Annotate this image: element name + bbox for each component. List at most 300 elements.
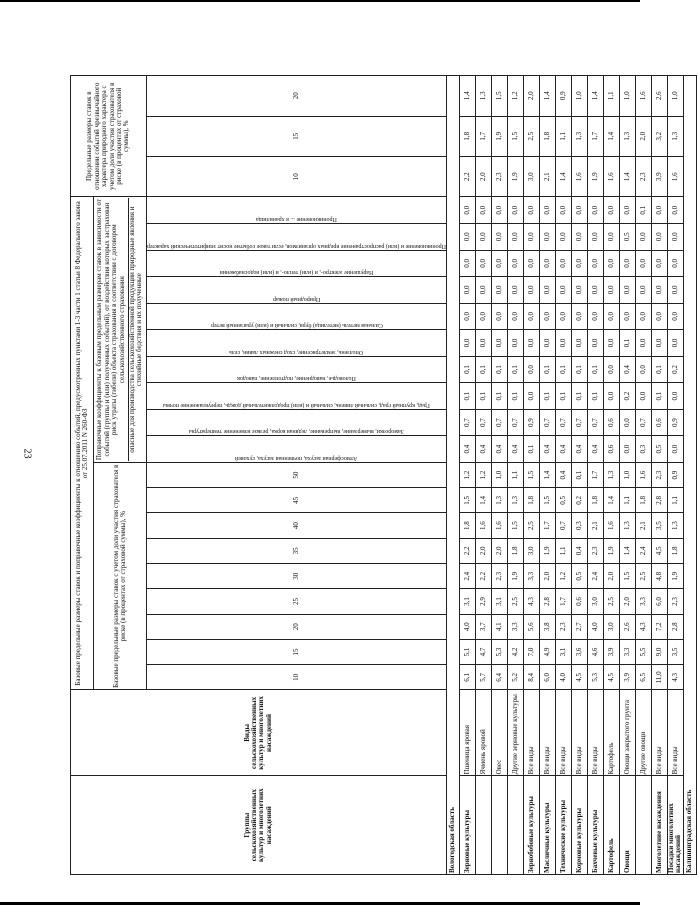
rate-cell: 1,4 <box>587 76 603 117</box>
table-row <box>459 76 475 875</box>
coef-cell: 0,0 <box>539 250 555 277</box>
base-rate-cell: 4,7 <box>475 639 491 664</box>
coef-cell: 0,0 <box>523 303 539 330</box>
coef-cell: 0,0 <box>539 330 555 357</box>
base-rate-cell: 2,0 <box>619 589 635 614</box>
coef-cell: 0,0 <box>667 303 683 330</box>
base-rate-cell: 1,5 <box>619 564 635 589</box>
base-rate-cell: 2,3 <box>587 538 603 563</box>
coef-cell: 0,4 <box>555 436 571 463</box>
header-coef-col-label: Нарушение электро-, и (или) тепло-, и (или) водоснабжения <box>219 269 374 276</box>
base-rate-cell: 7,2 <box>651 614 667 639</box>
group-cell: Овощи <box>619 776 635 875</box>
coef-cell: 0,0 <box>619 277 635 304</box>
coef-cell: 0,1 <box>539 356 555 383</box>
base-rate-cell: 3,5 <box>667 639 683 664</box>
coef-cell: 0,0 <box>491 250 507 277</box>
rate-cell: 1,6 <box>667 156 683 196</box>
table-row <box>507 76 523 875</box>
base-rate-cell: 1,8 <box>459 513 475 538</box>
coef-cell: 0,7 <box>635 409 651 436</box>
base-rate-cell: 4,0 <box>587 614 603 639</box>
header-coef-sub: опасные для производства сельскохозяйственной продукции природные явления и стихийные бедствия и их полученные <box>128 198 144 461</box>
group-cell: Картофель <box>603 776 619 875</box>
base-rate-cell: 3,6 <box>571 639 587 664</box>
base-rate-cell: 3,7 <box>475 614 491 639</box>
base-rate-cell: 11,0 <box>651 665 667 690</box>
base-rate-cell: 2,2 <box>459 538 475 563</box>
coef-cell: 0,0 <box>587 303 603 330</box>
coef-cell: 0,0 <box>459 303 475 330</box>
rate-cell: 2,0 <box>523 76 539 117</box>
coef-cell: 0,0 <box>475 277 491 304</box>
base-rate-cell: 2,6 <box>619 614 635 639</box>
coef-cell: 0,1 <box>491 383 507 410</box>
coef-cell: 0,1 <box>571 356 587 383</box>
coef-cell: 0,0 <box>523 224 539 251</box>
coef-cell: 0,1 <box>491 356 507 383</box>
coef-cell: 0,0 <box>555 330 571 357</box>
coef-cell: 0,4 <box>587 436 603 463</box>
header-base-col-6: 40 <box>147 513 447 538</box>
coef-cell: 0,0 <box>507 303 523 330</box>
base-rate-cell: 1,1 <box>667 488 683 513</box>
coef-cell: 0,0 <box>619 250 635 277</box>
rates-table <box>70 75 697 875</box>
header-group: Группы сельскохозяйственных культур и многолетних насаждений <box>71 776 447 875</box>
rate-cell: 1,9 <box>587 156 603 196</box>
coef-cell: 0,0 <box>587 197 603 224</box>
base-rate-cell: 1,3 <box>507 488 523 513</box>
table-row <box>587 76 603 875</box>
coef-cell: 0,1 <box>571 383 587 410</box>
header-coef-col-0 <box>147 436 447 463</box>
table-row <box>555 76 571 875</box>
coef-cell: 0,0 <box>539 197 555 224</box>
base-rate-cell: 1,6 <box>635 462 651 487</box>
base-rate-cell: 1,5 <box>523 462 539 487</box>
header-coef-col-7 <box>147 250 447 277</box>
base-rate-cell: 1,6 <box>491 513 507 538</box>
rate-cell: 1,3 <box>571 116 587 156</box>
table-row <box>539 76 555 875</box>
coef-cell: 0,0 <box>635 224 651 251</box>
header-base-col-4: 30 <box>147 564 447 589</box>
header-base-col-1: 15 <box>147 639 447 664</box>
base-rate-cell: 5,2 <box>507 665 523 690</box>
base-rate-cell: 2,8 <box>651 488 667 513</box>
base-rate-cell: 2,0 <box>539 564 555 589</box>
coef-cell: 0,1 <box>523 436 539 463</box>
base-rate-cell: 1,5 <box>539 488 555 513</box>
header-coef-text: Поправочные коэффициенты к базовым предельным размерам ставок в зависимости от событий (группы и (или) полученных событий), от воздействия которых застрахован риск утраты (гибели) объекта страхования в соответствии с договором сельскохозяйственного страхования <box>95 199 126 461</box>
base-rate-cell: 6,5 <box>635 665 651 690</box>
coef-cell: 0,0 <box>667 250 683 277</box>
table-row <box>667 76 683 875</box>
group-cell <box>475 776 491 875</box>
coef-cell: 0,1 <box>555 383 571 410</box>
rate-cell: 3,9 <box>651 156 667 196</box>
base-rate-cell: 1,1 <box>555 538 571 563</box>
rate-cell: 1,6 <box>571 156 587 196</box>
base-rate-cell: 3,3 <box>619 639 635 664</box>
base-rate-cell: 1,4 <box>475 488 491 513</box>
coef-cell: 0,0 <box>523 383 539 410</box>
base-rate-cell: 2,5 <box>523 513 539 538</box>
coef-cell: 0,4 <box>459 436 475 463</box>
base-rate-cell: 0,4 <box>555 462 571 487</box>
header-coef <box>94 197 147 463</box>
coef-cell: 0,0 <box>651 197 667 224</box>
group-cell <box>507 776 523 875</box>
coef-cell: 0,0 <box>523 197 539 224</box>
table-title: Базовые предельные размеры ставок и поправочные коэффициенты к отношению событий, предусмотренных пунктами 1-3 части 1 статьи 8 Федерального закона от 25.07.2011 N 260-ФЗ <box>71 197 94 690</box>
header-coef-col-label: Половодье, наводнение, подтопление, паводок <box>237 375 356 382</box>
base-rate-cell: 2,4 <box>587 564 603 589</box>
coef-cell: 0,0 <box>603 356 619 383</box>
coef-cell: 0,0 <box>667 277 683 304</box>
header-base-col-2: 20 <box>147 614 447 639</box>
coef-cell: 0,0 <box>587 277 603 304</box>
base-rate-cell: 3,1 <box>491 589 507 614</box>
base-rate-cell: 4,6 <box>587 639 603 664</box>
base-rate-cell: 2,3 <box>651 462 667 487</box>
base-rate-cell: 2,8 <box>667 614 683 639</box>
base-rate-cell: 4,8 <box>651 564 667 589</box>
coef-cell: 0,1 <box>507 356 523 383</box>
coef-cell: 0,0 <box>619 436 635 463</box>
coef-cell: 0,0 <box>603 277 619 304</box>
coef-cell: 0,0 <box>651 224 667 251</box>
coef-cell: 0,6 <box>603 409 619 436</box>
header-coef-col-label: Сильная метель (метелица) буря, сильный и (или) ураганный ветер <box>210 322 383 329</box>
base-rate-cell: 1,8 <box>635 488 651 513</box>
rate-cell: 1,8 <box>459 116 475 156</box>
rate-cell: 2,3 <box>635 156 651 196</box>
coef-cell: 0,9 <box>523 409 539 436</box>
base-rate-cell: 4,9 <box>539 639 555 664</box>
base-rate-cell: 4,3 <box>667 665 683 690</box>
base-rate-cell: 0,1 <box>571 462 587 487</box>
base-rate-cell: 1,0 <box>491 462 507 487</box>
coef-cell: 0,2 <box>619 383 635 410</box>
crop-cell: Пшеница яровая <box>459 690 475 776</box>
coef-cell: 0,6 <box>651 409 667 436</box>
base-rate-cell: 0,7 <box>555 513 571 538</box>
rate-cell: 1,0 <box>667 76 683 117</box>
coef-cell: 0,0 <box>491 197 507 224</box>
coef-cell: 0,9 <box>667 409 683 436</box>
rate-cell: 1,1 <box>555 116 571 156</box>
base-rate-cell: 1,9 <box>507 564 523 589</box>
coef-cell: 0,0 <box>475 224 491 251</box>
header-base: Базовые предельные размеры ставок с учетом доли участия страхователя в риске (в процентах от страховой суммы), % <box>94 462 147 690</box>
base-rate-cell: 7,0 <box>523 639 539 664</box>
base-rate-cell: 1,6 <box>603 513 619 538</box>
coef-cell: 0,0 <box>667 224 683 251</box>
crop-cell: Ячмень яровой <box>475 690 491 776</box>
group-cell <box>491 776 507 875</box>
coef-cell: 0,0 <box>475 303 491 330</box>
coef-cell: 0,6 <box>603 436 619 463</box>
base-rate-cell: 3,1 <box>555 639 571 664</box>
region-row <box>446 76 459 875</box>
rate-cell: 0,9 <box>555 76 571 117</box>
base-rate-cell: 2,5 <box>507 589 523 614</box>
group-cell: Кормовые культуры <box>571 776 587 875</box>
rate-cell: 1,2 <box>507 76 523 117</box>
crop-cell: Картофель <box>603 690 619 776</box>
header-rates: Предельные размеры ставок в отношении событий чрезвычайного характера природного характера с учетом доли участия страхователя в риске (в процентах от страховой суммы), % <box>71 76 147 197</box>
rate-cell: 1,0 <box>571 76 587 117</box>
base-rate-cell: 3,0 <box>587 589 603 614</box>
header-base-col-3: 25 <box>147 589 447 614</box>
header-coef-col-label: Проникновение ... в хранилища <box>256 216 337 222</box>
base-rate-cell: 2,4 <box>635 538 651 563</box>
base-rate-cell: 6,0 <box>651 589 667 614</box>
base-rate-cell: 2,5 <box>603 589 619 614</box>
rate-cell: 2,1 <box>539 156 555 196</box>
base-rate-cell: 1,2 <box>555 564 571 589</box>
table-row <box>571 76 587 875</box>
coef-cell: 0,0 <box>651 330 667 357</box>
base-rate-cell: 5,6 <box>523 614 539 639</box>
coef-cell: 0,0 <box>459 197 475 224</box>
coef-cell: 0,0 <box>475 250 491 277</box>
base-rate-cell: 3,3 <box>635 589 651 614</box>
scan-edge-top <box>0 0 640 2</box>
coef-cell: 0,0 <box>667 197 683 224</box>
coef-cell: 0,7 <box>459 409 475 436</box>
base-rate-cell: 6,0 <box>539 665 555 690</box>
base-rate-cell: 5,7 <box>475 665 491 690</box>
coef-cell: 0,0 <box>507 250 523 277</box>
base-rate-cell: 4,5 <box>571 665 587 690</box>
base-rate-cell: 0,9 <box>667 462 683 487</box>
coef-cell: 0,0 <box>539 224 555 251</box>
base-rate-cell: 3,0 <box>603 614 619 639</box>
base-rate-cell: 1,2 <box>459 462 475 487</box>
base-rate-cell: 2,0 <box>475 538 491 563</box>
header-coef-col-label: Атмосферная засуха, почвенная засуха, суховей <box>235 454 358 461</box>
base-rate-cell: 1,8 <box>587 488 603 513</box>
crop-cell: Овес <box>491 690 507 776</box>
rate-cell: 3,2 <box>651 116 667 156</box>
base-rate-cell: 1,9 <box>667 564 683 589</box>
rate-cell: 1,4 <box>539 76 555 117</box>
coef-cell: 0,0 <box>507 224 523 251</box>
coef-cell: 0,0 <box>587 330 603 357</box>
header-coef-col-4 <box>147 330 447 357</box>
coef-cell: 0,7 <box>491 409 507 436</box>
coef-cell: 0,4 <box>507 436 523 463</box>
page-number: 23 <box>21 448 33 459</box>
coef-cell: 0,2 <box>667 356 683 383</box>
coef-cell: 0,0 <box>571 197 587 224</box>
coef-cell: 0,0 <box>667 383 683 410</box>
base-rate-cell: 0,2 <box>571 488 587 513</box>
header-coef-col-label: Природный пожар <box>272 295 321 302</box>
header-rate-col-0: 10 <box>147 156 447 196</box>
group-cell <box>635 776 651 875</box>
coef-cell: 0,1 <box>619 330 635 357</box>
coef-cell: 0,0 <box>491 303 507 330</box>
coef-cell: 0,1 <box>651 383 667 410</box>
rate-cell: 1,0 <box>619 76 635 117</box>
header-coef-col-8 <box>147 224 447 251</box>
header-base-col-0: 10 <box>147 665 447 690</box>
base-rate-cell: 6,1 <box>459 665 475 690</box>
rate-cell: 2,6 <box>651 76 667 117</box>
coef-cell: 0,5 <box>619 224 635 251</box>
base-rate-cell: 3,3 <box>507 614 523 639</box>
coef-cell: 0,0 <box>635 250 651 277</box>
crop-cell: Все виды <box>539 690 555 776</box>
coef-cell: 0,0 <box>491 224 507 251</box>
rate-cell: 2,2 <box>459 156 475 196</box>
base-rate-cell: 2,7 <box>571 614 587 639</box>
coef-cell: 0,0 <box>651 277 667 304</box>
coef-cell: 0,4 <box>619 356 635 383</box>
coef-cell: 0,0 <box>603 224 619 251</box>
rate-cell: 1,6 <box>603 156 619 196</box>
coef-cell: 0,4 <box>539 436 555 463</box>
base-rate-cell: 1,5 <box>459 488 475 513</box>
base-rate-cell: 0,5 <box>555 488 571 513</box>
coef-cell: 0,1 <box>587 383 603 410</box>
header-rate-col-1: 15 <box>147 116 447 156</box>
rate-cell: 1,8 <box>539 116 555 156</box>
rate-cell: 1,4 <box>459 76 475 117</box>
coef-cell: 0,0 <box>571 224 587 251</box>
coef-cell: 0,0 <box>459 250 475 277</box>
base-rate-cell: 4,0 <box>459 614 475 639</box>
base-rate-cell: 3,5 <box>651 513 667 538</box>
base-rate-cell: 2,1 <box>635 513 651 538</box>
coef-cell: 0,7 <box>507 409 523 436</box>
coef-cell: 0,7 <box>555 409 571 436</box>
base-rate-cell: 2,4 <box>459 564 475 589</box>
crop-cell: Все виды <box>587 690 603 776</box>
base-rate-cell: 1,7 <box>555 589 571 614</box>
coef-cell: 0,0 <box>459 224 475 251</box>
coef-cell: 0,0 <box>539 303 555 330</box>
base-rate-cell: 4,1 <box>491 614 507 639</box>
coef-cell: 0,0 <box>507 197 523 224</box>
base-rate-cell: 1,8 <box>523 488 539 513</box>
rate-cell: 1,7 <box>475 116 491 156</box>
base-rate-cell: 3,9 <box>619 665 635 690</box>
base-rate-cell: 1,5 <box>507 513 523 538</box>
header-coef-col-label: Проникновение и (или) распространение вредных организмов, если такое событие носит эпифитотический характер <box>147 242 446 249</box>
table-row <box>475 76 491 875</box>
coef-cell: 0,0 <box>651 303 667 330</box>
coef-cell: 0,1 <box>507 383 523 410</box>
rate-cell: 1,5 <box>507 116 523 156</box>
rate-cell: 1,1 <box>603 76 619 117</box>
header-coef-col-label: Оползень, землетрясение, сход снежных лавин, сель <box>229 348 364 355</box>
header-coef-col-5 <box>147 303 447 330</box>
coef-cell: 0,4 <box>475 436 491 463</box>
base-rate-cell: 2,5 <box>635 564 651 589</box>
coef-cell: 0,0 <box>555 197 571 224</box>
base-rate-cell: 2,3 <box>555 614 571 639</box>
coef-cell: 0,0 <box>459 277 475 304</box>
coef-cell: 0,0 <box>635 356 651 383</box>
region-name: Вологодская область <box>446 76 459 875</box>
coef-cell: 0,0 <box>555 277 571 304</box>
header-coef-col-label: Заморозки, вымерзание, выпревание, ледяная корка, резкое изменение температуры <box>189 428 404 435</box>
coef-cell: 0,0 <box>475 330 491 357</box>
base-rate-cell: 4,5 <box>651 538 667 563</box>
base-rate-cell: 3,0 <box>523 538 539 563</box>
base-rate-cell: 2,0 <box>491 538 507 563</box>
coef-cell: 0,7 <box>587 409 603 436</box>
rate-cell: 2,0 <box>475 156 491 196</box>
base-rate-cell: 1,3 <box>491 488 507 513</box>
base-rate-cell: 1,8 <box>507 538 523 563</box>
base-rate-cell: 1,9 <box>539 538 555 563</box>
crop-cell: Все виды <box>523 690 539 776</box>
coef-cell: 0,0 <box>523 356 539 383</box>
base-rate-cell: 2,1 <box>587 513 603 538</box>
base-rate-cell: 1,4 <box>603 488 619 513</box>
base-rate-cell: 6,4 <box>491 665 507 690</box>
base-rate-cell: 2,8 <box>539 589 555 614</box>
rate-cell: 2,0 <box>635 116 651 156</box>
base-rate-cell: 1,4 <box>619 538 635 563</box>
crop-cell: Другие овощи <box>635 690 651 776</box>
crop-cell: Овощи закрытого грунта <box>619 690 635 776</box>
base-rate-cell: 5,1 <box>459 639 475 664</box>
rate-cell: 1,4 <box>603 116 619 156</box>
group-cell: Многолетние насаждения <box>651 776 667 875</box>
base-rate-cell: 3,3 <box>523 564 539 589</box>
base-rate-cell: 0,4 <box>571 538 587 563</box>
coef-cell: 0,0 <box>523 277 539 304</box>
base-rate-cell: 4,3 <box>523 589 539 614</box>
table-row <box>635 76 651 875</box>
rate-cell: 3,0 <box>523 156 539 196</box>
coef-cell: 0,0 <box>587 250 603 277</box>
base-rate-cell: 0,3 <box>571 513 587 538</box>
base-rate-cell: 1,4 <box>539 462 555 487</box>
base-rate-cell: 1,1 <box>619 488 635 513</box>
base-rate-cell: 4,5 <box>603 665 619 690</box>
base-rate-cell: 1,3 <box>667 513 683 538</box>
coef-cell: 0,0 <box>555 250 571 277</box>
region-row <box>683 76 696 875</box>
crop-cell: Все виды <box>555 690 571 776</box>
header-coef-col-6 <box>147 277 447 304</box>
rate-cell: 1,3 <box>619 116 635 156</box>
coef-cell: 0,0 <box>667 436 683 463</box>
coef-cell: 0,7 <box>571 409 587 436</box>
rate-cell: 1,3 <box>475 76 491 117</box>
coef-cell: 0,0 <box>619 303 635 330</box>
rate-cell: 1,4 <box>619 156 635 196</box>
header-coef-col-9 <box>147 197 447 224</box>
crop-cell: Все виды <box>651 690 667 776</box>
coef-cell: 0,0 <box>571 250 587 277</box>
coef-cell: 0,0 <box>571 277 587 304</box>
coef-cell: 0,0 <box>523 250 539 277</box>
rate-cell: 1,9 <box>491 116 507 156</box>
coef-cell: 0,0 <box>635 303 651 330</box>
header-base-col-7: 45 <box>147 488 447 513</box>
coef-cell: 0,0 <box>571 303 587 330</box>
group-cell: Технические культуры <box>555 776 571 875</box>
